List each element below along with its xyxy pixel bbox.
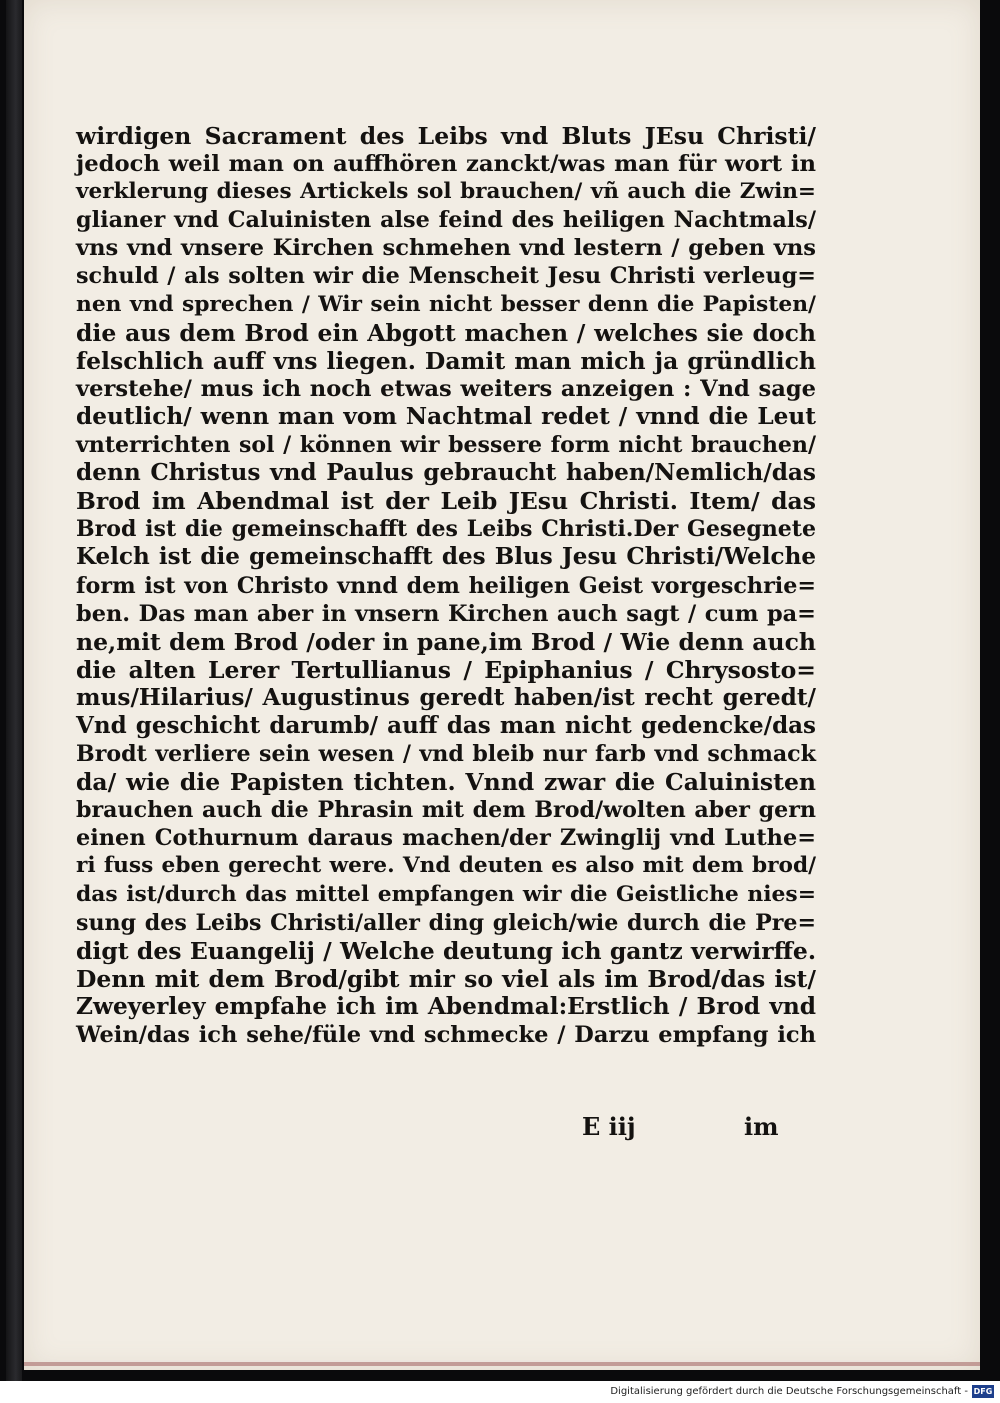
text-line: brauchen auch die Phrasin mit dem Brod/wolten aber gern [76, 797, 816, 824]
book-spine-edge [6, 0, 22, 1381]
text-line: da/ wie die Papisten tichten. Vnnd zwar die Caluinisten [76, 768, 816, 797]
text-line: vns vnd vnsere Kirchen schmehen vnd lestern / geben vns [76, 235, 816, 262]
footer-credit-text: Digitalisierung gefördert durch die Deutsche Forschungsgemeinschaft - [610, 1386, 968, 1397]
text-line: form ist von Christo vnnd dem heiligen Geist vorgeschrie= [76, 572, 816, 599]
text-line: mus/Hilarius/ Augustinus geredt haben/ist recht geredt/ [76, 683, 816, 711]
text-line: die alten Lerer Tertullianus / Epiphanius / Chrysosto= [76, 655, 816, 684]
text-line: digt des Euangelij / Welche deutung ich gantz verwirffe. [76, 936, 816, 965]
text-line: die aus dem Brod ein Abgott machen / welches sie doch [76, 318, 816, 347]
text-line: das ist/durch das mittel empfangen wir die Geistliche nies= [76, 881, 816, 907]
text-line: glianer vnd Caluinisten alse feind des heiligen Nachtmals/ [76, 207, 816, 234]
catchword: im [744, 1112, 779, 1141]
text-line: jedoch weil man on auffhören zanckt/was man für wort in [76, 151, 816, 178]
signature-mark: E iij [582, 1112, 636, 1141]
text-line: felschlich auff vns liegen. Damit man mich ja gründlich [76, 346, 816, 375]
text-line: Wein/das ich sehe/füle vnd schmecke / Darzu empfang ich [76, 1022, 816, 1048]
digitization-footer [0, 1381, 1000, 1403]
text-line: wirdigen Sacrament des Leibs vnd Bluts JEsu Christi/ [76, 122, 816, 150]
text-line: sung des Leibs Christi/aller ding gleich/wie durch die Pre= [76, 909, 816, 936]
page-body-text [76, 122, 816, 1049]
text-line: Zweyerley empfahe ich im Abendmal:Erstlich / Brod vnd [76, 992, 816, 1020]
text-line: schuld / als solten wir die Menscheit Jesu Christi verleug= [76, 263, 816, 290]
text-line: Denn mit dem Brod/gibt mir so viel als im Brod/das ist/ [76, 964, 816, 993]
text-line: Kelch ist die gemeinschafft des Blus Jesu Christi/Welche [76, 543, 816, 571]
text-line: vnterrichten sol / können wir bessere form nicht brauchen/ [76, 432, 816, 459]
page-bottom-edge [24, 1362, 980, 1366]
text-line: verstehe/ mus ich noch etwas weiters anzeigen : Vnd sage [76, 375, 816, 402]
text-line: verklerung dieses Artickels sol brauchen/ vñ auch die Zwin= [76, 179, 816, 205]
text-line: ne,mit dem Brod /oder in pane,im Brod / Wie denn auch [76, 627, 816, 656]
text-line: Brod ist die gemeinschafft des Leibs Christi.Der Gesegnete [76, 516, 816, 543]
text-line: Brodt verliere sein wesen / vnd bleib nur farb vnd schmack [76, 741, 816, 768]
text-line: ben. Das man aber in vnsern Kirchen auch sagt / cum pa= [76, 600, 816, 627]
text-line: einen Cothurnum daraus machen/der Zwinglij vnd Luthe= [76, 825, 816, 852]
dfg-logo-icon: DFG [973, 1387, 993, 1396]
text-line: deutlich/ wenn man vom Nachtmal redet / vnnd die Leut [76, 402, 816, 430]
text-line: ri fuss eben gerecht were. Vnd deuten es also mit dem brod/ [76, 853, 816, 879]
page-footer-marks [0, 1112, 1000, 1142]
text-line: Brod im Abendmal ist der Leib JEsu Christi. Item/ das [76, 487, 816, 516]
text-line: denn Christus vnd Paulus gebraucht haben/Nemlich/das [76, 459, 816, 487]
text-line: nen vnd sprechen / Wir sein nicht besser denn die Papisten/ [76, 291, 816, 317]
text-line: Vnd geschicht darumb/ auff das man nicht gedencke/das [76, 711, 816, 739]
